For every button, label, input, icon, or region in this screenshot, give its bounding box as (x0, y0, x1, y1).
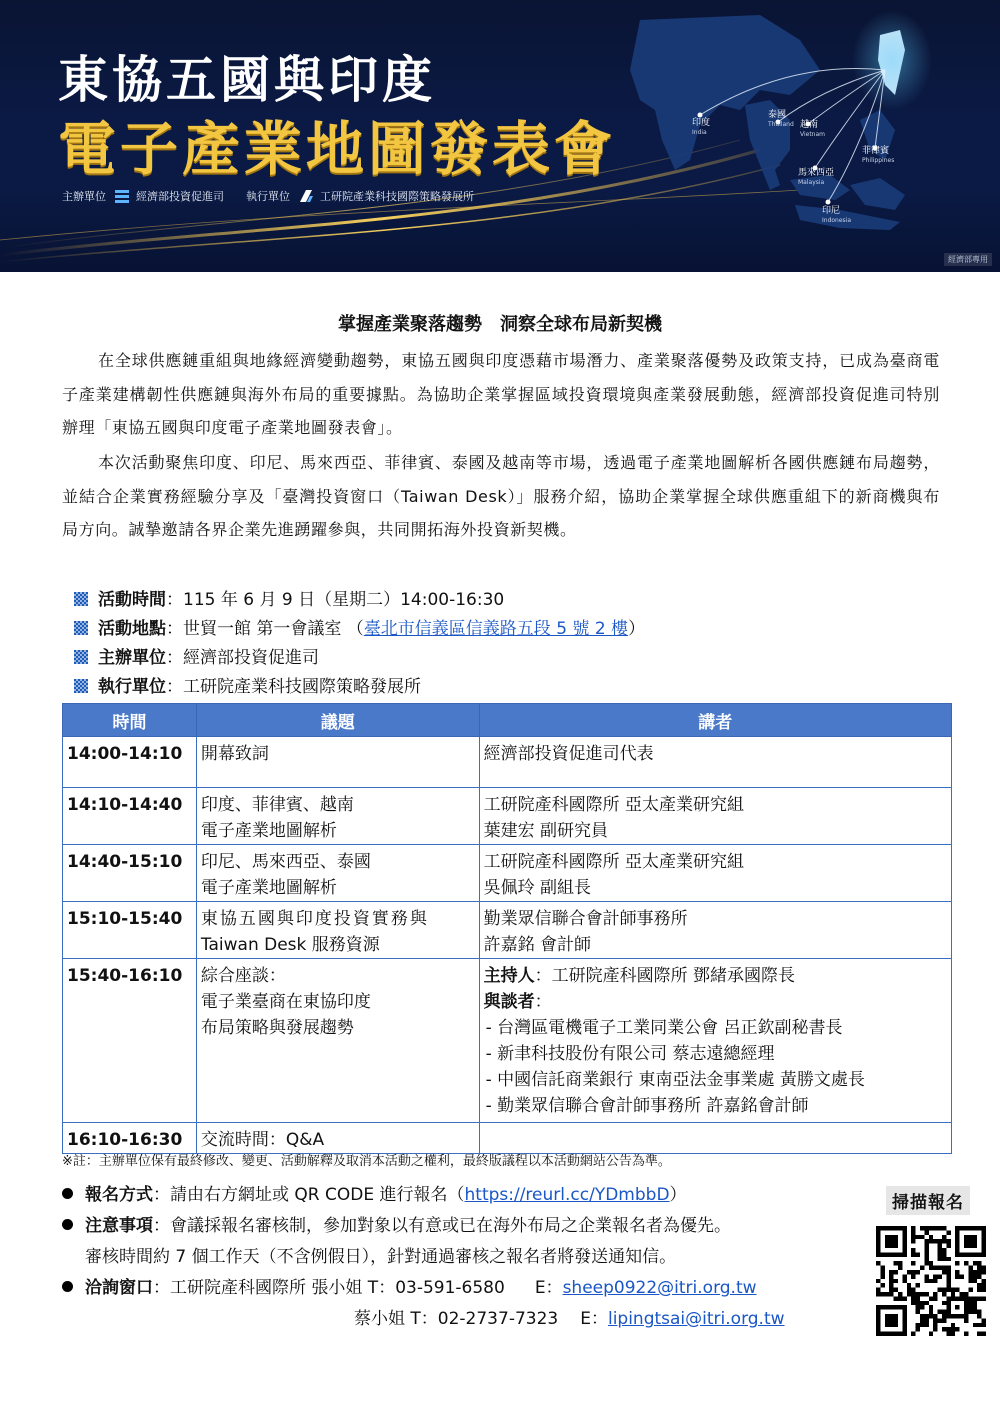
qr-section (876, 1186, 986, 1215)
notice-line1: ：會議採報名審核制，參加對象以有意或已在海外布局之企業報名者為優先。 (153, 1216, 731, 1236)
table-row (63, 788, 952, 845)
panelist: - 中國信託商業銀行 東南亞法金事業處 黃勝文處長 (485, 1070, 865, 1090)
organizer-name: 經濟部投資促進司 (136, 190, 224, 203)
event-executor-value: ：工研院產業科技國際策略發展所 (166, 677, 421, 697)
agenda-speaker: 勤業眾信聯合會計師事務所 許嘉銘 會計師 (479, 902, 951, 959)
event-banner (0, 0, 1000, 272)
map-label-vietnam: 越南 Vietnam (800, 120, 826, 138)
contact-row-2 (62, 1304, 785, 1335)
agenda-time: 15:40-16:10 (63, 959, 197, 1123)
panelist: - 新聿科技股份有限公司 蔡志遠總經理 (485, 1044, 775, 1064)
executor-label: 執行單位 (246, 190, 290, 203)
map-label-india: 印度 India (692, 118, 711, 136)
agenda-speaker (479, 1123, 951, 1154)
moea-logo-icon (114, 188, 130, 204)
event-executor-label: 執行單位 (98, 677, 166, 697)
event-venue-value: ：世貿一館 第一會議室 （ (166, 619, 364, 639)
section-subtitle: 掌握產業聚落趨勢 洞察全球布局新契機 (338, 314, 662, 335)
panel-colon: ： (534, 992, 552, 1012)
organizer-row (62, 188, 496, 204)
email-label: E： (534, 1278, 563, 1298)
bullet-dot-icon (62, 1219, 73, 1230)
event-time-label: 活動時間 (98, 590, 166, 610)
qr-title: 掃描報名 (886, 1186, 970, 1215)
agenda-time: 15:10-15:40 (63, 902, 197, 959)
agenda-header-time: 時間 (63, 704, 197, 737)
agenda-speaker: 工研院產科國際所 亞太產業研究組 吳佩玲 副組長 (479, 845, 951, 902)
event-host-row (74, 644, 645, 673)
moderator-name: ：工研院產科國際所 鄧緒承國際長 (534, 966, 795, 986)
map-label-malaysia: 馬來西亞 Malaysia (798, 168, 835, 186)
agenda-time: 16:10-16:30 (63, 1123, 197, 1154)
registration-contact-section (62, 1180, 785, 1335)
bullet-square-icon (74, 621, 88, 635)
agenda-time: 14:00-14:10 (63, 737, 197, 788)
agenda-header-speaker: 講者 (479, 704, 951, 737)
map-credit: 經濟部專用 (944, 253, 992, 266)
bullet-square-icon (74, 650, 88, 664)
banner-title: 東協五國與印度 (58, 51, 436, 109)
table-row (63, 902, 952, 959)
agenda-topic: 印度、菲律賓、越南 電子產業地圖解析 (196, 788, 479, 845)
moderator-label: 主持人 (483, 966, 535, 986)
agenda-topic: 開幕致詞 (196, 737, 479, 788)
email-link-2[interactable]: lipingtsai@itri.org.tw (607, 1309, 785, 1329)
map-label-thailand: 泰國 Thailand (768, 110, 794, 128)
event-time-value: ：115 年 6 月 9 日（星期二）14:00-16:30 (166, 590, 505, 610)
event-time-row (74, 586, 645, 615)
map-label-indonesia: 印尼 Indonesia (822, 206, 852, 224)
table-row (63, 737, 952, 788)
notice-row-2 (62, 1242, 785, 1273)
table-row (63, 1123, 952, 1154)
email-label: E： (580, 1309, 608, 1329)
panel-label: 與談者 (483, 992, 535, 1012)
executor-name: 工研院產業科技國際策略發展所 (320, 190, 474, 203)
agenda-speaker: 經濟部投資促進司代表 (479, 737, 951, 788)
agenda-topic: 交流時間：Q&A (196, 1123, 479, 1154)
registration-qr-code[interactable] (876, 1226, 986, 1336)
table-row (63, 959, 952, 1123)
registration-text: ：請由右方網址或 QR CODE 進行報名（ (153, 1185, 465, 1205)
agenda-topic: 綜合座談： 電子業臺商在東協印度 布局策略與發展趨勢 (196, 959, 479, 1123)
bullet-square-icon (74, 592, 88, 606)
bullet-square-icon (74, 679, 88, 693)
event-host-label: 主辦單位 (98, 648, 166, 668)
event-venue-row (74, 615, 645, 644)
banner-title-highlight: 電子產業地圖發表會 (58, 115, 617, 183)
event-info-list (74, 586, 645, 702)
agenda-topic: 印尼、馬來西亞、泰國 電子產業地圖解析 (196, 845, 479, 902)
notice-row (62, 1211, 785, 1242)
venue-address-link[interactable]: 臺北市信義區信義路五段 5 號 2 樓 (363, 619, 629, 639)
intro-paragraph: 在全球供應鏈重組與地緣經濟變動趨勢，東協五國與印度憑藉市場潛力、產業聚落優勢及政策支持，已成為臺商電子產業建構韌性供應鏈與海外布局的重要據點。為協助企業掌握區域投資環境與產業發展動態，經濟部投資促進司特別辦理「東協五國與印度電子產業地圖發表會」。 (62, 351, 940, 437)
agenda-time: 14:10-14:40 (63, 788, 197, 845)
contact-row (62, 1273, 785, 1304)
panelist: - 台灣區電機電子工業同業公會 呂正欽副秘書長 (485, 1018, 843, 1038)
event-host-value: ：經濟部投資促進司 (166, 648, 319, 668)
panelist: - 勤業眾信聯合會計師事務所 許嘉銘會計師 (485, 1096, 809, 1116)
agenda-header-topic: 議題 (196, 704, 479, 737)
registration-label: 報名方式 (85, 1185, 153, 1205)
contact-label: 洽詢窗口 (85, 1278, 153, 1298)
email-link-1[interactable]: sheep0922@itri.org.tw (562, 1278, 757, 1298)
bullet-dot-icon (62, 1188, 73, 1199)
bullet-dot-icon (62, 1281, 73, 1292)
contact-person2: 蔡小姐 T：02-2737-7323 (354, 1309, 559, 1329)
registration-link[interactable]: https://reurl.cc/YDmbbD (464, 1185, 670, 1205)
agenda-time: 14:40-15:10 (63, 845, 197, 902)
event-executor-row (74, 673, 645, 702)
disclaimer-note: ※註：主辦單位保有最終修改、變更、活動解釋及取消本活動之權利，最終版議程以本活動網站公告為準。 (62, 1154, 671, 1169)
contact-person1: ：工研院產科國際所 張小姐 T：03-591-6580 (153, 1278, 505, 1298)
focus-paragraph: 本次活動聚焦印度、印尼、馬來西亞、菲律賓、泰國及越南等市場，透過電子產業地圖解析各國供應鏈布局趨勢，並結合企業實務經驗分享及「臺灣投資窗口（Taiwan Desk）」服務介紹，協助企業掌握全球供應重組下的新商機與布局方向。誠摯邀請各界企業先進踴躍參與，共同開拓海外投資新契機。 (62, 453, 940, 539)
event-venue-label: 活動地點 (98, 619, 166, 639)
agenda-topic: 東協五國與印度投資實務與 Taiwan Desk 服務資源 (196, 902, 479, 959)
registration-row (62, 1180, 785, 1211)
notice-line2: 審核時間約 7 個工作天（不含例假日），針對通過審核之報名者將發送通知信。 (85, 1247, 677, 1267)
organizer-label: 主辦單位 (62, 190, 106, 203)
agenda-speaker (479, 959, 951, 1123)
notice-label: 注意事項 (85, 1216, 153, 1236)
registration-close: ） (669, 1185, 687, 1205)
agenda-header-row (63, 704, 952, 737)
agenda-table (62, 703, 952, 1154)
itri-logo-icon (298, 188, 314, 204)
table-row (63, 845, 952, 902)
venue-close: ） (628, 619, 646, 639)
map-label-philippines: 菲律賓 Philippines (862, 146, 895, 164)
agenda-speaker: 工研院產科國際所 亞太產業研究組 葉建宏 副研究員 (479, 788, 951, 845)
